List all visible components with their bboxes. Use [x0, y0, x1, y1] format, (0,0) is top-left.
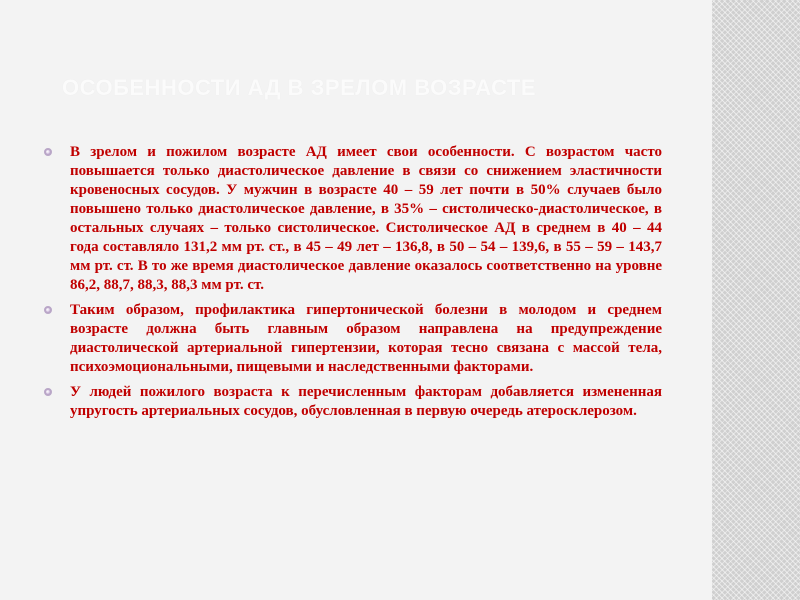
- bullet-text: В зрелом и пожилом возрасте АД имеет свои особенности. С возрастом часто повышается только диастолическое давление в связи со снижением эластичности кровеносных сосудов. У мужчин в возрасте 40 – 59 лет почти в 50% случаев было повышено только диастолическое давление, в 35% – систолическо-диастолическое, в остальных случаях – только систолическое. Систолическое АД в среднем в 40 – 44 года составляло 131,2 мм рт. ст., в 45 – 49 лет – 136,8, в 50 – 54 – 139,6, в 55 – 59 – 143,7 мм рт. ст. В то же время диастолическое давление оказалось соответственно на уровне 86,2, 88,7, 88,3, 88,3 мм рт. ст.: [70, 144, 662, 293]
- circle-bullet-icon: [44, 388, 52, 396]
- bullet-item: [44, 143, 662, 295]
- slide-title: ОСОБЕННОСТИ АД В ЗРЕЛОМ ВОЗРАСТЕ: [62, 75, 537, 100]
- bullet-item: [44, 301, 662, 377]
- decorative-side-band: [712, 0, 800, 600]
- bullet-item: [44, 383, 662, 421]
- circle-bullet-icon: [44, 306, 52, 314]
- bullet-list: [44, 143, 662, 427]
- bullet-text: У людей пожилого возраста к перечисленным факторам добавляется измененная упругость артериальных сосудов, обусловленная в первую очередь атеросклерозом.: [70, 384, 662, 419]
- circle-bullet-icon: [44, 148, 52, 156]
- bullet-text: Таким образом, профилактика гипертонической болезни в молодом и среднем возрасте должна быть главным образом направлена на предупреждение диастолической артериальной гипертензии, которая тесно связана с массой тела, психоэмоциональными, пищевыми и наследственными факторами.: [70, 302, 662, 375]
